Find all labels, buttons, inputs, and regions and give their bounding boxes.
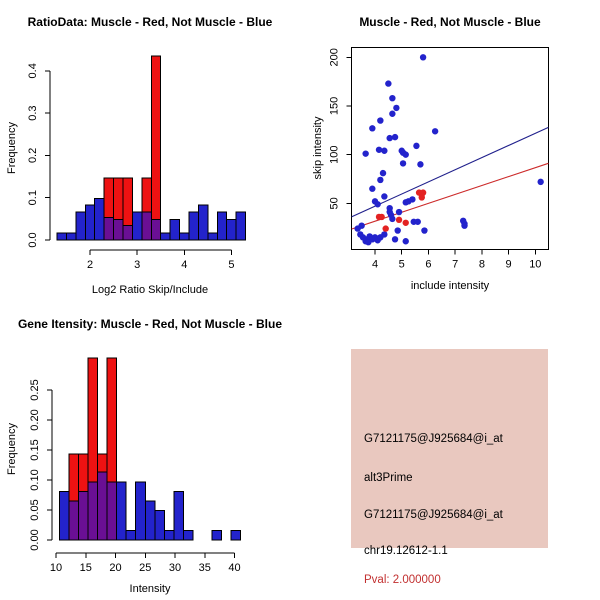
data-point-blue xyxy=(403,238,409,244)
x-tick-label: 7 xyxy=(452,258,459,271)
data-point-blue xyxy=(396,209,402,215)
data-point-blue xyxy=(362,150,368,156)
data-point-blue xyxy=(403,151,409,157)
data-point-blue xyxy=(389,95,395,101)
info-line-chromosome: chr19.12612-1.1 xyxy=(364,545,448,557)
info-line-probeset: G7121175@J925684@i_at xyxy=(364,433,503,445)
x-tick-label: 5 xyxy=(398,258,405,271)
x-tick-label: 30 xyxy=(168,562,182,574)
data-point-blue xyxy=(393,105,399,111)
data-point-blue xyxy=(381,148,387,154)
data-point-blue xyxy=(377,117,383,123)
data-point-blue xyxy=(421,227,427,233)
data-point-blue xyxy=(381,193,387,199)
histogram-bar-overlap xyxy=(142,212,151,240)
y-tick-label: 100 xyxy=(328,145,341,164)
histogram-bar-blue xyxy=(189,212,198,240)
x-tick-label: 20 xyxy=(109,562,122,574)
y-tick-label: 0.20 xyxy=(29,409,41,431)
data-point-blue xyxy=(374,201,380,207)
panel-title: Muscle - Red, Not Muscle - Blue xyxy=(359,15,541,29)
histogram-bar-blue xyxy=(227,219,236,240)
histogram-bar-overlap xyxy=(69,501,79,540)
x-tick-label: 2 xyxy=(86,259,94,271)
histogram-bar-blue xyxy=(57,233,66,240)
data-point-blue xyxy=(377,177,383,183)
x-tick-label: 6 xyxy=(425,258,432,271)
histogram-bar-blue xyxy=(85,205,94,240)
y-tick-label: 0.3 xyxy=(27,105,39,121)
y-tick-label: 200 xyxy=(328,48,341,67)
data-point-blue xyxy=(461,222,467,228)
x-axis-label: Intensity xyxy=(129,583,171,595)
data-point-red xyxy=(378,214,384,220)
histogram-bar-overlap xyxy=(107,482,117,540)
data-point-blue xyxy=(376,147,382,153)
gene-intensity-histogram-plot xyxy=(0,300,300,600)
x-axis-label: Log2 Ratio Skip/Include xyxy=(91,284,209,296)
data-point-blue xyxy=(386,135,392,141)
data-point-blue xyxy=(385,80,391,86)
histogram-bar-blue xyxy=(217,212,226,240)
histogram-bar-blue xyxy=(117,482,127,540)
y-tick-label: 0.1 xyxy=(27,190,39,206)
panel-gene-intensity-histogram xyxy=(0,300,300,600)
histogram-bar-blue xyxy=(155,511,165,540)
histogram-bar-blue xyxy=(198,205,207,240)
data-point-blue xyxy=(432,128,438,134)
x-tick-label: 4 xyxy=(371,258,379,271)
panel-title: Gene Itensity: Muscle - Red, Not Muscle - Blue xyxy=(17,317,283,331)
data-point-blue xyxy=(400,160,406,166)
data-point-red xyxy=(403,220,409,226)
x-tick-label: 10 xyxy=(529,258,542,271)
x-tick-label: 3 xyxy=(134,259,141,271)
y-axis-label: skip intensity xyxy=(312,116,324,180)
data-point-blue xyxy=(389,111,395,117)
data-point-blue xyxy=(358,222,364,228)
histogram-bar-blue xyxy=(180,233,189,240)
y-axis-label: Frequency xyxy=(6,423,18,475)
data-point-red xyxy=(396,217,402,223)
x-tick-label: 25 xyxy=(139,562,152,574)
y-tick-label: 0.10 xyxy=(29,469,41,491)
y-tick-label: 0.25 xyxy=(29,379,41,401)
data-point-blue xyxy=(420,54,426,60)
y-axis-label: Frequency xyxy=(6,122,18,174)
panel-title: RatioData: Muscle - Red, Not Muscle - Blue xyxy=(27,15,273,29)
panel-ratio-histogram xyxy=(0,0,300,300)
data-point-blue xyxy=(381,231,387,237)
x-axis-label: include intensity xyxy=(410,280,490,292)
histogram-bar-overlap xyxy=(79,491,89,540)
histogram-bar-blue xyxy=(183,530,193,540)
histogram-bar-blue xyxy=(132,212,141,240)
info-line-pval: Pval: 2.000000 xyxy=(364,574,441,586)
histogram-bar-blue xyxy=(161,233,170,240)
ratio-histogram-plot xyxy=(0,0,300,300)
y-tick-label: 150 xyxy=(328,96,341,116)
y-tick-label: 0.05 xyxy=(29,499,41,521)
y-tick-label: 0.2 xyxy=(27,147,39,164)
data-point-red xyxy=(419,194,425,200)
y-tick-label: 50 xyxy=(328,197,341,210)
data-point-blue xyxy=(537,179,543,185)
data-point-blue xyxy=(405,198,411,204)
data-point-blue xyxy=(380,170,386,176)
histogram-bar-overlap xyxy=(123,226,132,240)
histogram-bar-blue xyxy=(174,491,184,540)
histogram-bar-blue xyxy=(95,199,104,240)
histogram-bar-blue xyxy=(136,482,146,540)
data-point-blue xyxy=(417,161,423,167)
histogram-bar-blue xyxy=(66,233,75,240)
panel-info xyxy=(300,300,600,600)
histogram-bar-blue xyxy=(236,212,245,240)
data-point-blue xyxy=(369,125,375,131)
x-tick-label: 15 xyxy=(79,562,92,574)
data-point-blue xyxy=(415,219,421,225)
info-line-splice-type: alt3Prime xyxy=(364,472,413,484)
intensity-scatter-plot xyxy=(300,0,600,300)
panel-intensity-scatter xyxy=(300,0,600,300)
x-tick-label: 40 xyxy=(228,562,241,574)
data-point-blue xyxy=(365,239,371,245)
histogram-bar-blue xyxy=(212,530,222,540)
x-tick-label: 9 xyxy=(505,258,512,271)
data-point-blue xyxy=(392,134,398,140)
histogram-bar-blue xyxy=(60,491,70,540)
data-point-red xyxy=(382,225,388,231)
data-point-blue xyxy=(369,186,375,192)
histogram-bar-overlap xyxy=(114,219,123,240)
histogram-bar-blue xyxy=(164,530,174,540)
histogram-bar-blue xyxy=(126,530,136,540)
x-tick-label: 4 xyxy=(181,259,188,271)
histogram-bar-overlap xyxy=(151,219,160,240)
histogram-bar-blue xyxy=(170,219,179,240)
y-tick-label: 0.00 xyxy=(29,529,41,551)
y-tick-label: 0.4 xyxy=(27,63,39,79)
histogram-bar-blue xyxy=(76,212,85,240)
histogram-bar-blue xyxy=(145,501,155,540)
histogram-bar-blue xyxy=(208,233,217,240)
histogram-bar-red xyxy=(151,56,160,240)
y-tick-label: 0.15 xyxy=(29,439,41,461)
x-tick-label: 5 xyxy=(228,259,235,271)
data-point-blue xyxy=(395,227,401,233)
info-box xyxy=(351,349,548,586)
x-tick-label: 10 xyxy=(49,562,63,574)
x-tick-label: 8 xyxy=(478,258,485,271)
data-point-blue xyxy=(389,216,395,222)
info-line-probeset-2: G7121175@J925684@i_at xyxy=(364,509,503,521)
histogram-bar-overlap xyxy=(88,482,98,540)
x-tick-label: 35 xyxy=(198,562,211,574)
histogram-bar-overlap xyxy=(98,472,108,540)
histogram-bar-overlap xyxy=(104,218,113,240)
data-point-blue xyxy=(392,236,398,242)
data-point-blue xyxy=(413,143,419,149)
y-tick-label: 0.0 xyxy=(27,232,39,248)
histogram-bar-blue xyxy=(231,530,241,540)
